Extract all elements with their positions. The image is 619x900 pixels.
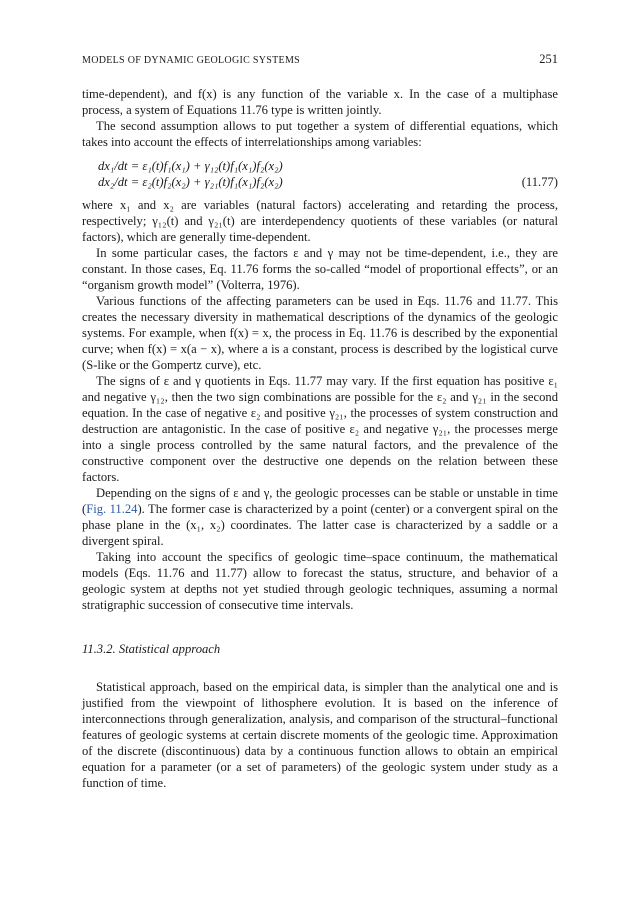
paragraph-1: time-dependent), and f(x) is any function of the variable x. In the case of a multiphase process, a system of Equations 11.76 type is written jointly. — [82, 87, 558, 117]
paragraph-5: Various functions of the affecting parameters can be used in Eqs. 11.76 and 11.77. This creates the necessary diversity in mathematical descriptions of the dynamics of the geologic systems. For example, when f(x) = x, the process in Eq. 11.76 is described by the exponential curve; when f(x) = x(a − x), where a is a constant, process is described by the logistical curve (S-like or the Gompertz curve), etc. — [82, 294, 558, 372]
paragraph-7 — [82, 485, 558, 549]
paragraph-2: The second assumption allows to put together a system of differential equations, which takes into account the effects of interrelationships among variables: — [82, 119, 558, 149]
equation-11-77 — [82, 158, 558, 190]
paragraph-6: The signs of ε and γ quotients in Eqs. 11.77 may vary. If the first equation has positive ε₁ and negative γ₁₂, then the two sign combinations are possible for the ε₂ and γ₂₁ in the second equation. In the case of negative ε₂ and positive γ₂₁, the processes of system construction and destruction are antagonistic. In the case of positive ε₂ and negative γ₂₁, the processes merge into a single process controlled by the same natural factors, and the prevalence of the constructive component over the destructive one depends on the relation between these factors. — [82, 374, 558, 484]
figure-link[interactable]: Fig. 11.24 — [86, 502, 138, 516]
equation-line-1: dx₁/dt = ε₁(t)f₁(x₁) + γ₁₂(t)f₁(x₁)f₂(x₂) — [98, 159, 283, 173]
running-head — [82, 52, 558, 74]
paragraph-7-text-b: ). The former case is characterized by a point (center) or a convergent spiral on the phase plane in the (x₁, x₂) coordinates. The latter case is characterized by a saddle or a divergent spiral. — [82, 502, 558, 548]
paragraph-9: Statistical approach, based on the empirical data, is simpler than the analytical one and is justified from the viewpoint of lithosphere evolution. It is based on the inference of interconnections through generalization, analysis, and comparison of the structural–functional features of geologic systems at certain discrete moments of the geologic time. Approximation of the discrete (discontinuous) data by a continuous function allows to obtain an empirical equation for a parameter (or a set of parameters) of the geologic system under study as a function of time. — [82, 680, 558, 790]
paragraph-3: where x₁ and x₂ are variables (natural factors) accelerating and retarding the process, respectively; γ₁₂(t) and γ₂₁(t) are interdependency quotients of these variables (or natural factors), which are generally time-dependent. — [82, 198, 558, 244]
paragraph-8: Taking into account the specifics of geologic time–space continuum, the mathematical models (Eqs. 11.76 and 11.77) allow to forecast the status, structure, and behavior of a geologic system at depths not yet studied through geologic techniques, assuming a normal stratigraphic succession of consecutive time intervals. — [82, 550, 558, 612]
paragraph-4: In some particular cases, the factors ε and γ may not be time-dependent, i.e., they are constant. In those cases, Eq. 11.76 forms the so-called “model of proportional effects”, or an “organism growth model” (Volterra, 1976). — [82, 246, 558, 292]
page-number: 251 — [539, 52, 558, 66]
subsection-heading: 11.3.2. Statistical approach — [82, 642, 221, 656]
paragraph-7-text-a: Depending on the signs of ε and γ, the geologic processes can be stable or unstable in time ( — [82, 486, 558, 516]
equation-number: (11.77) — [521, 175, 558, 189]
page — [82, 52, 558, 791]
running-head-title: MODELS OF DYNAMIC GEOLOGIC SYSTEMS — [82, 55, 300, 66]
equation-line-2: dx₂/dt = ε₂(t)f₂(x₂) + γ₂₁(t)f₁(x₁)f₂(x₂) — [98, 175, 283, 189]
